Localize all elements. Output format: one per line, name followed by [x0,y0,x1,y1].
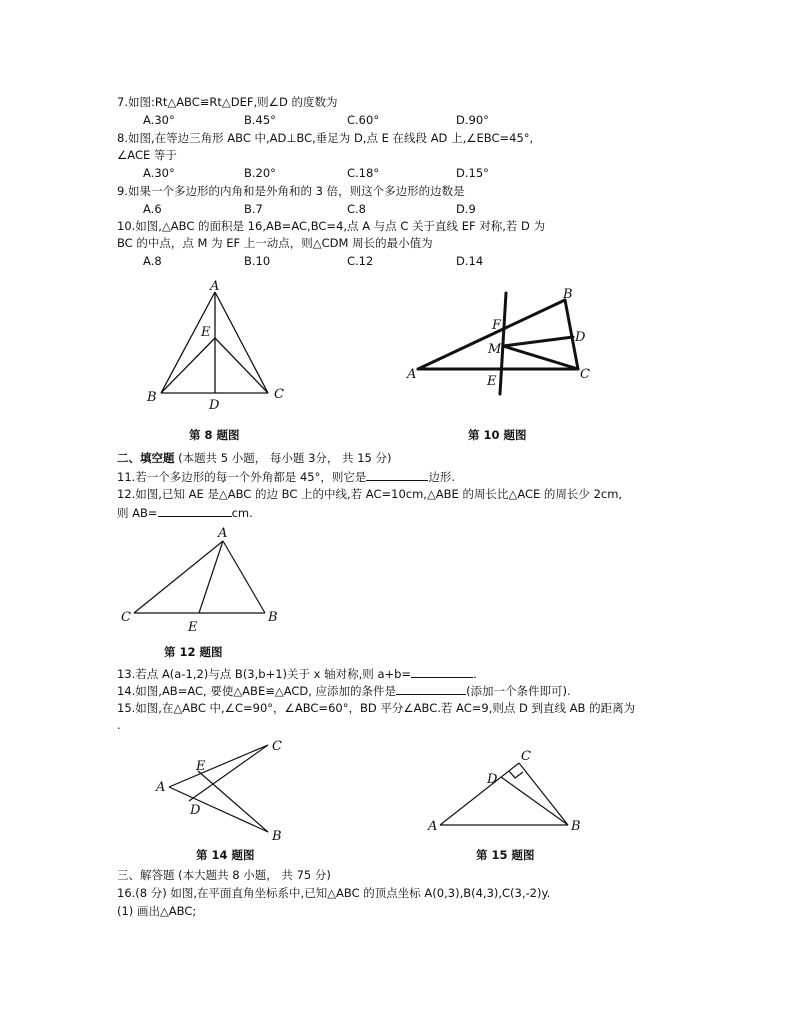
fig15-label-b: B [571,819,581,834]
fig14-caption: 第 14 题图 [196,848,255,862]
q7-option-b: B.45° [244,113,276,127]
fig8-label-c: C [274,387,284,402]
q11-text-after: 边形. [428,470,455,484]
fig12-label-e: E [188,620,198,635]
fig14-label-a: A [156,780,166,795]
q7-option-c: C.60° [347,113,380,127]
q8-option-a: A.30° [143,166,175,180]
q14-text-after: (添加一个条件即可). [466,684,571,698]
fig14-label-c: C [272,739,282,754]
q10-text-line2: BC 的中点，点 M 为 EF 上一动点，则△CDM 周长的最小值为 [117,236,433,250]
section2-title: 二、填空题 [117,451,175,465]
fig10-label-e: E [487,374,497,389]
fig10-label-c: C [580,367,590,382]
q10-option-d: D.14 [456,254,484,268]
fig10-caption: 第 10 题图 [468,428,527,442]
fig8-label-e: E [201,325,211,340]
q9-option-a: A.6 [143,202,162,216]
fig10-label-b: B [563,287,573,302]
q9-text: 9.如果一个多边形的内角和是外角和的 3 倍，则这个多边形的边数是 [117,184,465,198]
fig10-label-d: D [575,330,586,345]
q9-option-c: C.8 [347,202,367,216]
q7-option-d: D.90° [456,113,489,127]
fig12-caption: 第 12 题图 [164,645,223,659]
q9-option-d: D.9 [456,202,476,216]
q7-text: 7.如图:Rt△ABC≌Rt△DEF,则∠D 的度数为 [117,95,338,109]
q10-option-c: C.12 [347,254,374,268]
fig15-label-c: C [521,749,531,764]
fig15-caption: 第 15 题图 [476,848,535,862]
fig8-label-b: B [147,390,157,405]
fig12-label-b: B [268,610,278,625]
fig12-label-c: C [121,610,131,625]
q8-option-d: D.15° [456,166,489,180]
fig8-label-d: D [209,398,220,413]
q15-text-line2: . [117,718,121,732]
fig14-label-e: E [196,759,206,774]
q13-text-before: 13.若点 A(a-1,2)与点 B(3,b+1)关于 x 轴对称,则 a+b= [117,667,412,681]
q12-text-before: 则 AB= [117,506,158,520]
q8-option-c: C.18° [347,166,380,180]
fig14-label-d: D [190,803,201,818]
q8-option-b: B.20° [244,166,276,180]
fig10-label-m: M [488,342,502,357]
q13-text-after: . [473,667,477,681]
q12-text-after: cm. [231,506,253,520]
fig8-label-a: A [210,279,220,294]
q14-text-before: 14.如图,AB=AC, 要使△ABE≌△ACD, 应添加的条件是 [117,684,397,698]
fig15-label-a: A [428,819,438,834]
fig14-label-b: B [272,829,282,844]
section3-title: 三、解答题 (本大题共 8 小题， 共 75 分) [117,868,331,882]
q12-text-line1: 12.如图,已知 AE 是△ABC 的边 BC 上的中线,若 AC=10cm,△ABE 的周长比△ACE 的周长少 2cm, [117,487,623,501]
q16-part1: (1) 画出△ABC; [117,904,197,918]
q16-text: 16.(8 分) 如图,在平面直角坐标系中,已知△ABC 的顶点坐标 A(0,3),B(4,3),C(3,-2)y. [117,886,551,900]
q10-option-b: B.10 [244,254,271,268]
q9-option-b: B.7 [244,202,263,216]
q15-text-line1: 15.如图,在△ABC 中,∠C=90°，∠ABC=60°，BD 平分∠ABC.若 AC=9,则点 D 到直线 AB 的距离为 [117,701,636,715]
q8-text-line2: ∠ACE 等于 [117,148,177,162]
fig10-label-f: F [492,318,502,333]
fig10-label-a: A [407,367,417,382]
q10-option-a: A.8 [143,254,162,268]
fig15-label-d: D [487,772,498,787]
fig12-label-a: A [218,526,228,541]
q11-text-before: 11.若一个多边形的每一个外角都是 45°，则它是 [117,470,367,484]
q8-text-line1: 8.如图,在等边三角形 ABC 中,AD⊥BC,垂足为 D,点 E 在线段 AD 上,∠EBC=45°, [117,131,534,145]
q10-text-line1: 10.如图,△ABC 的面积是 16,AB=AC,BC=4,点 A 与点 C 关于直线 EF 对称,若 D 为 [117,219,546,233]
section2-note: (本题共 5 小题， 每小题 3分， 共 15 分) [178,451,392,465]
fig8-caption: 第 8 题图 [189,428,240,442]
q7-option-a: A.30° [143,113,175,127]
